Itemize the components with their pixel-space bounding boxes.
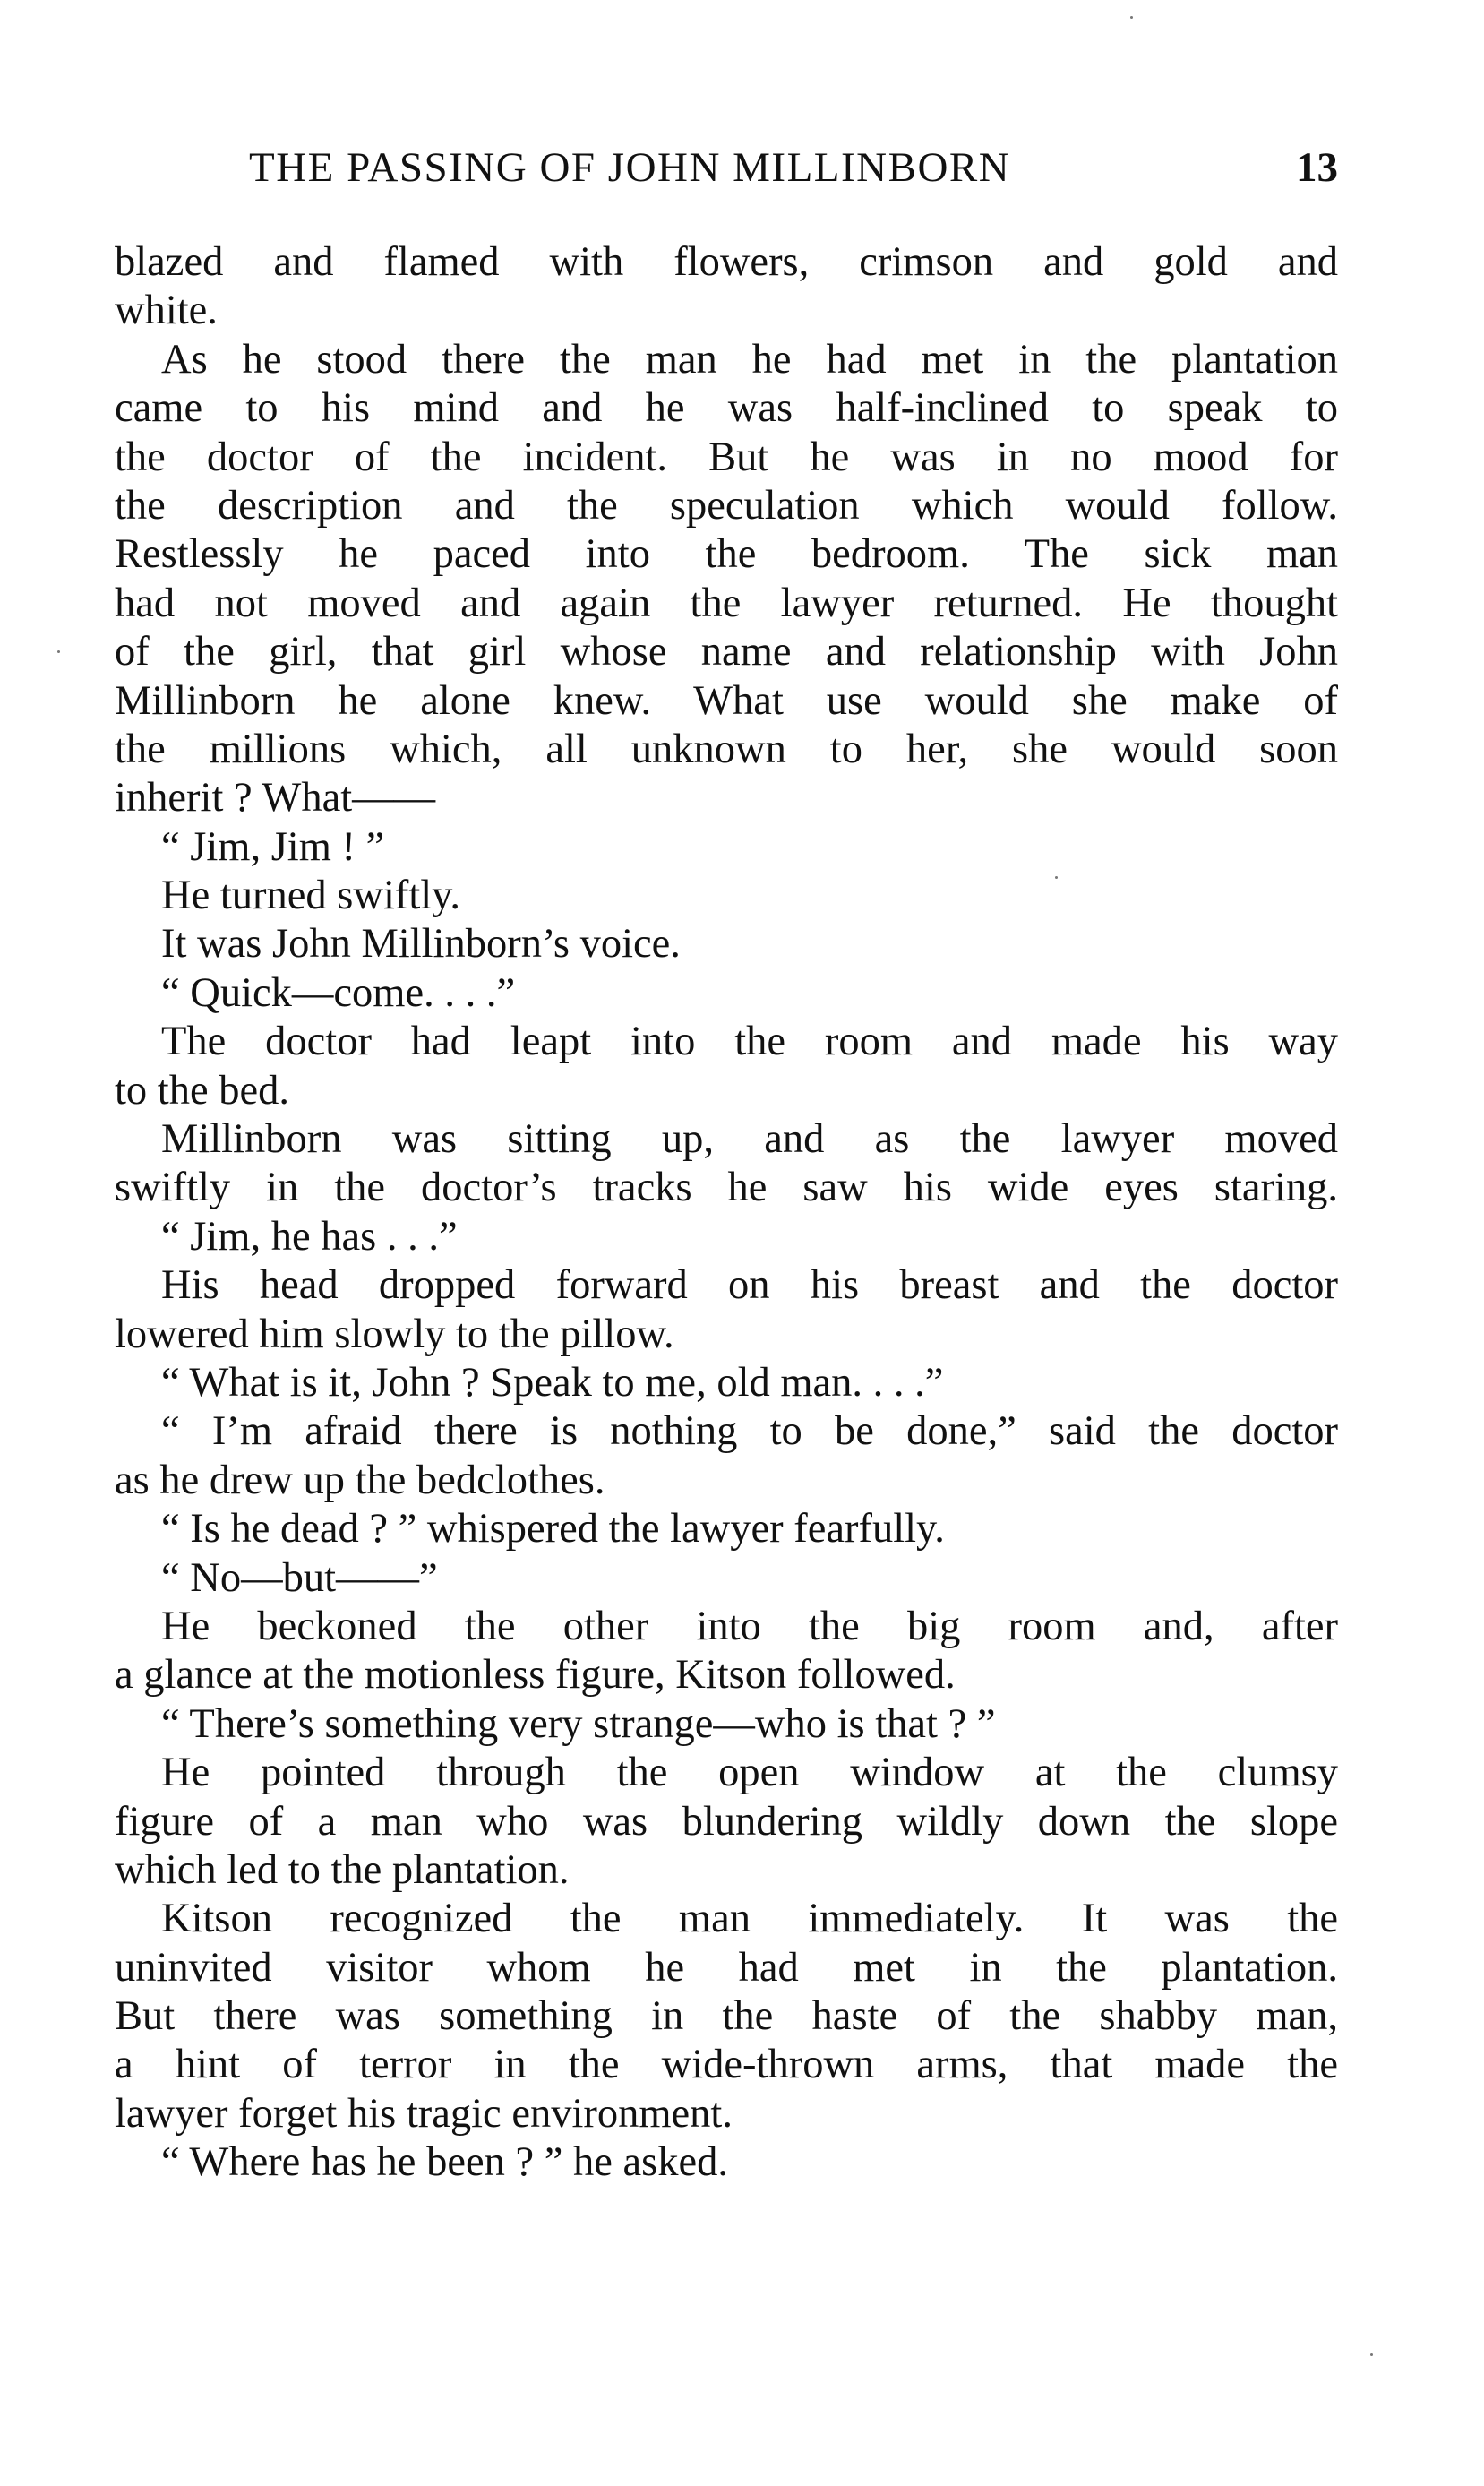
text-line: swiftly in the doctor’s tracks he saw his wide eyes staring.: [115, 1165, 1338, 1211]
text-line: had not moved and again the lawyer returned. He thought: [115, 580, 1338, 626]
text-line: “ No—but——”: [161, 1554, 438, 1601]
text-line: “ Is he dead ? ” whispered the lawyer fearfully.: [161, 1506, 945, 1553]
text-line: lowered him slowly to the pillow.: [115, 1311, 674, 1357]
text-line: figure of a man who was blundering wildly down the slope: [115, 1798, 1338, 1845]
page-number: 13: [1296, 144, 1338, 191]
text-line: “ There’s something very strange—who is that ? ”: [161, 1700, 996, 1747]
text-line: He pointed through the open window at the clumsy: [161, 1750, 1338, 1796]
text-line: But there was something in the haste of the shabby man,: [115, 1993, 1338, 2040]
body-text: [115, 238, 1338, 2188]
text-line: of the girl, that girl whose name and relationship with John: [115, 629, 1338, 675]
text-line: white.: [115, 288, 218, 334]
page-header: [115, 143, 1338, 197]
text-line: It was John Millinborn’s voice.: [161, 921, 681, 968]
text-line: uninvited visitor whom he had met in the plantation.: [115, 1944, 1338, 1991]
text-line: “ Where has he been ? ” he asked.: [161, 2139, 729, 2186]
text-line: The doctor had leapt into the room and made his way: [161, 1019, 1338, 1065]
text-line: Millinborn was sitting up, and as the lawyer moved: [161, 1116, 1338, 1163]
text-line: as he drew up the bedclothes.: [115, 1457, 605, 1503]
text-line: His head dropped forward on his breast and the doctor: [161, 1262, 1338, 1309]
text-line: which led to the plantation.: [115, 1846, 570, 1893]
paper-speck: [1130, 16, 1133, 19]
text-line: came to his mind and he was half-inclined to speak to: [115, 385, 1338, 432]
text-line: Millinborn he alone knew. What use would she make of: [115, 677, 1338, 724]
text-line: Kitson recognized the man immediately. It was the: [161, 1896, 1338, 1942]
paper-speck: [1370, 2353, 1373, 2356]
text-line: the description and the speculation which would follow.: [115, 482, 1338, 529]
text-line: “ What is it, John ? Speak to me, old man. . . .”: [161, 1359, 944, 1406]
text-line: “ Jim, Jim ! ”: [161, 823, 385, 870]
text-line: the doctor of the incident. But he was in no mood for: [115, 434, 1338, 480]
text-line: “ Quick—come. . . .”: [161, 969, 516, 1016]
text-line: to the bed.: [115, 1067, 289, 1114]
text-line: Restlessly he paced into the bedroom. The sick man: [115, 531, 1338, 578]
text-line: He turned swiftly.: [161, 873, 461, 919]
text-line: “ Jim, he has . . .”: [161, 1213, 458, 1260]
text-line: “ I’m afraid there is nothing to be done,” said the doctor: [161, 1408, 1338, 1455]
text-line: He beckoned the other into the big room and, after: [161, 1603, 1338, 1649]
text-line: As he stood there the man he had met in the plantation: [161, 336, 1338, 383]
text-line: lawyer forget his tragic environment.: [115, 2090, 733, 2137]
text-line: inherit ? What——: [115, 775, 436, 821]
paper-speck: [1055, 876, 1058, 879]
running-title: THE PASSING OF JOHN MILLINBORN: [249, 144, 1011, 191]
text-line: blazed and flamed with flowers, crimson and gold and: [115, 239, 1338, 285]
text-line: the millions which, all unknown to her, she would soon: [115, 726, 1338, 772]
text-line: a glance at the motionless figure, Kitson followed.: [115, 1652, 956, 1699]
paper-speck: [57, 650, 60, 653]
text-line: a hint of terror in the wide-thrown arms, that made the: [115, 2042, 1338, 2088]
